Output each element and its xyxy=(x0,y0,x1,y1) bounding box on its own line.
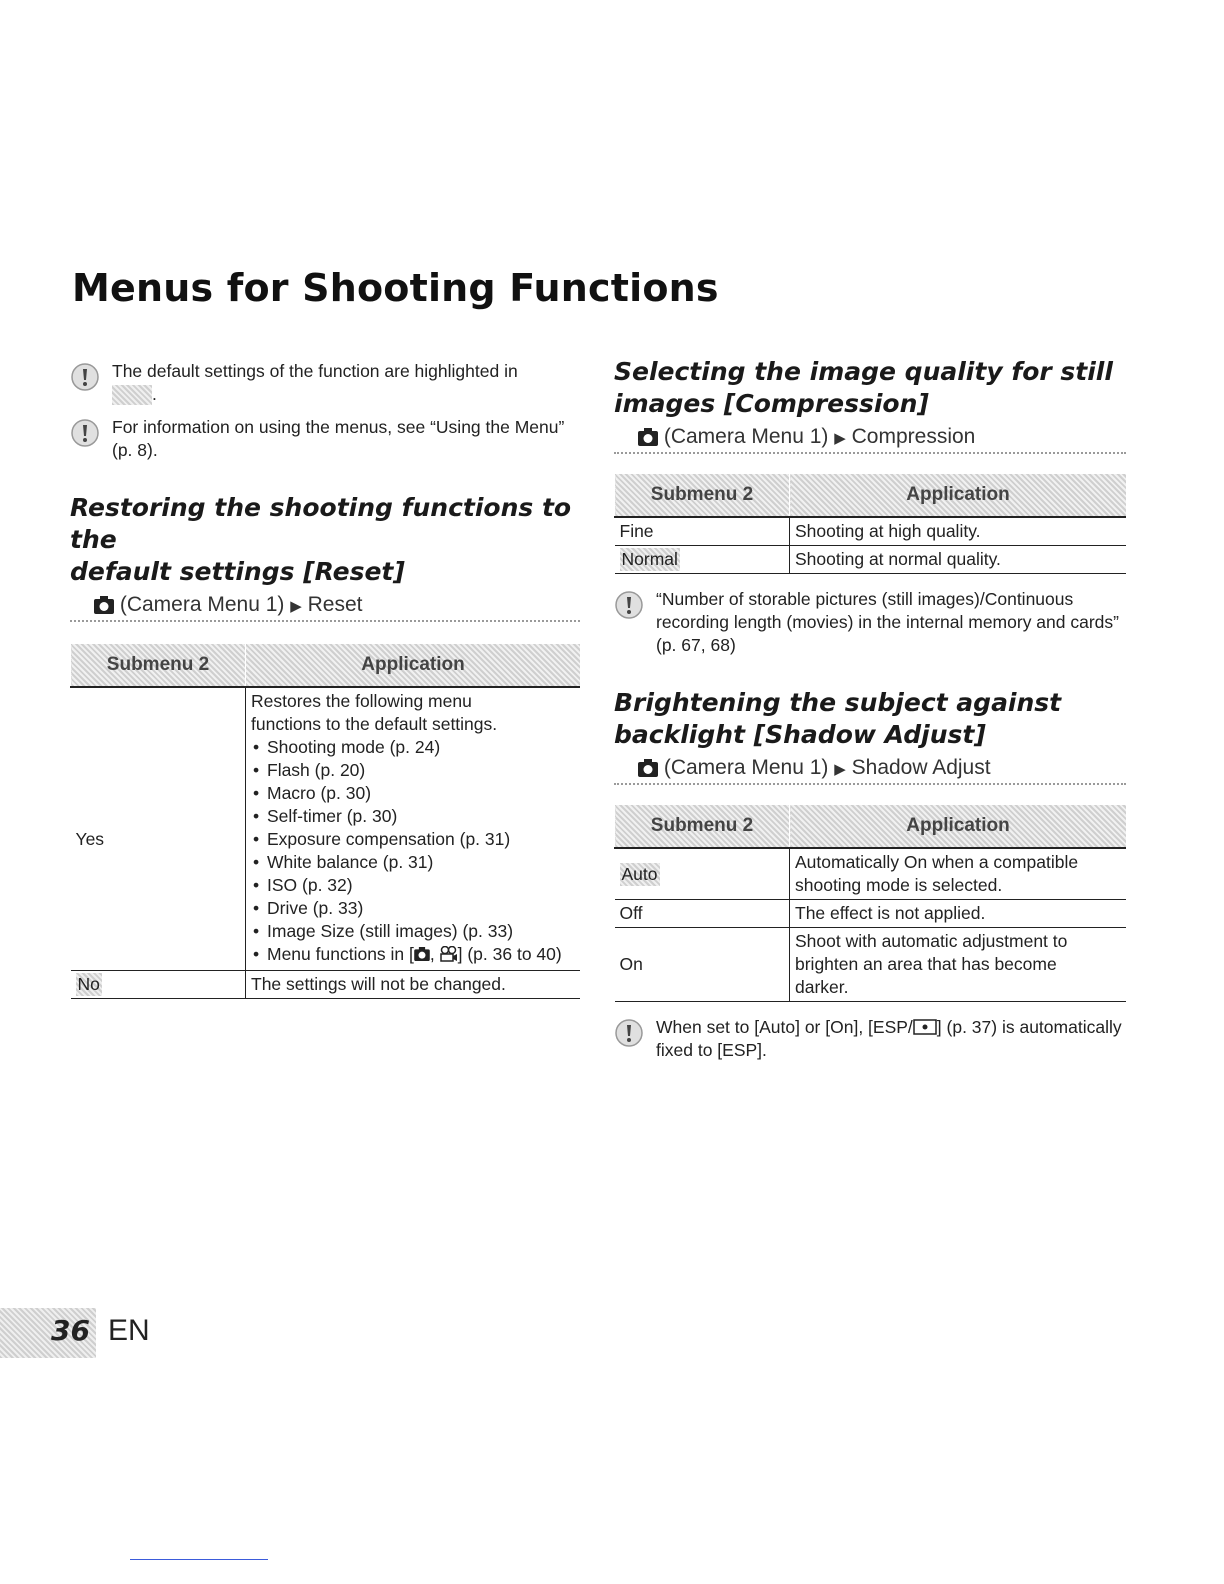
reset-title xyxy=(70,492,580,588)
shadow-title-line2: backlight [Shadow Adjust] xyxy=(614,720,986,749)
note-storable-text: “Number of storable pictures (still images)/Continuous recording length (movies) in the internal memory and cards” (p. 67, 68) xyxy=(656,589,1119,655)
compression-menu-item: Compression xyxy=(851,425,976,448)
header-submenu: Submenu 2 xyxy=(71,644,246,687)
note-esp xyxy=(614,1016,1126,1062)
shadow-section xyxy=(614,687,1126,1062)
normal-description: Shooting at normal quality. xyxy=(790,546,1127,574)
shadow-menu-item: Shadow Adjust xyxy=(851,756,991,779)
table-row xyxy=(615,848,1127,900)
right-column xyxy=(614,356,1126,1068)
arrow-right-icon: ▶ xyxy=(834,430,846,447)
shadow-title-line1: Brightening the subject against xyxy=(614,688,1062,717)
table-row xyxy=(615,517,1127,546)
header-application: Application xyxy=(790,805,1127,848)
list-item: • Macro (p. 30) xyxy=(251,782,575,805)
compression-section xyxy=(614,356,1126,657)
bottom-rule xyxy=(130,1559,268,1560)
compression-table xyxy=(614,474,1126,574)
reset-menu-path-text: (Camera Menu 1) xyxy=(119,593,285,616)
option-off: Off xyxy=(615,900,790,928)
option-on: On xyxy=(615,928,790,1002)
note-using-menu xyxy=(70,416,580,462)
compression-title-line2: images [Compression] xyxy=(614,389,929,418)
reset-title-line2: default settings [Reset] xyxy=(70,557,405,586)
option-auto: Auto xyxy=(615,848,790,900)
option-no: No xyxy=(71,971,246,999)
camera-icon xyxy=(94,596,114,614)
highlight-sample xyxy=(112,385,152,405)
arrow-right-icon: ▶ xyxy=(290,598,302,615)
compression-menu-path xyxy=(614,420,1126,454)
camera-icon xyxy=(414,947,430,961)
reset-title-line1: Restoring the shooting functions to the xyxy=(70,493,572,554)
reset-section xyxy=(70,492,580,999)
list-item: • Shooting mode (p. 24) xyxy=(251,736,575,759)
compression-menu-path-text: (Camera Menu 1) xyxy=(663,425,829,448)
spot-metering-icon xyxy=(913,1019,937,1035)
off-description: The effect is not applied. xyxy=(790,900,1127,928)
reset-list xyxy=(251,736,575,966)
option-normal: Normal xyxy=(615,546,790,574)
note-icon xyxy=(614,590,644,620)
option-fine: Fine xyxy=(615,517,790,546)
reset-table xyxy=(70,644,580,999)
page-number: 36 xyxy=(51,1314,90,1347)
note-using-menu-text: For information on using the menus, see “Using the Menu” (p. 8). xyxy=(112,417,565,460)
header-submenu: Submenu 2 xyxy=(615,805,790,848)
fine-description: Shooting at high quality. xyxy=(790,517,1127,546)
note-storable-pictures xyxy=(614,588,1126,657)
camera-icon xyxy=(638,428,658,446)
list-item: • Self-timer (p. 30) xyxy=(251,805,575,828)
header-submenu: Submenu 2 xyxy=(615,474,790,517)
table-row xyxy=(615,928,1127,1002)
table-row xyxy=(71,687,581,971)
list-item: • White balance (p. 31) xyxy=(251,851,575,874)
header-application: Application xyxy=(246,644,581,687)
page-title: Menus for Shooting Functions xyxy=(72,266,719,310)
compression-title xyxy=(614,356,1126,420)
no-description: The settings will not be changed. xyxy=(246,971,581,999)
note-esp-pre: When set to [Auto] or [On], [ESP/ xyxy=(656,1017,913,1037)
note-icon xyxy=(70,362,100,392)
auto-description: Automatically On when a compatible shooting mode is selected. xyxy=(790,848,1127,900)
note-esp-post: ] (p. 37) is automatically fixed to [ESP]. xyxy=(656,1017,1122,1060)
list-item: • ISO (p. 32) xyxy=(251,874,575,897)
camera-icon xyxy=(638,759,658,777)
note-default-text: The default settings of the function are highlighted in xyxy=(112,361,518,381)
list-item: • Menu functions in [ , ] (p. 36 to 40) xyxy=(251,943,575,966)
list-item: • Flash (p. 20) xyxy=(251,759,575,782)
reset-menu-path xyxy=(70,588,580,622)
reset-menu-item: Reset xyxy=(307,593,363,616)
table-row xyxy=(615,900,1127,928)
shadow-menu-path-text: (Camera Menu 1) xyxy=(663,756,829,779)
note-default-end: . xyxy=(152,384,157,404)
compression-title-line1: Selecting the image quality for still xyxy=(614,357,1113,386)
note-icon xyxy=(614,1018,644,1048)
option-yes: Yes xyxy=(71,687,246,971)
page-language: EN xyxy=(108,1314,150,1347)
shadow-title xyxy=(614,687,1126,751)
arrow-right-icon: ▶ xyxy=(834,761,846,778)
table-row xyxy=(71,971,581,999)
list-item: • Image Size (still images) (p. 33) xyxy=(251,920,575,943)
shadow-table xyxy=(614,805,1126,1002)
shadow-menu-path xyxy=(614,751,1126,785)
page-number-box xyxy=(0,1308,96,1358)
yes-description xyxy=(246,687,581,971)
on-description: Shoot with automatic adjustment to brighten an area that has become darker. xyxy=(790,928,1127,1002)
left-column xyxy=(70,360,580,999)
movie-icon xyxy=(440,946,458,962)
note-icon xyxy=(70,418,100,448)
table-row xyxy=(615,546,1127,574)
yes-intro: Restores the following menu functions to the default settings. xyxy=(251,691,498,734)
list-item: • Exposure compensation (p. 31) xyxy=(251,828,575,851)
note-default-settings xyxy=(70,360,580,406)
list-item: • Drive (p. 33) xyxy=(251,897,575,920)
header-application: Application xyxy=(790,474,1127,517)
